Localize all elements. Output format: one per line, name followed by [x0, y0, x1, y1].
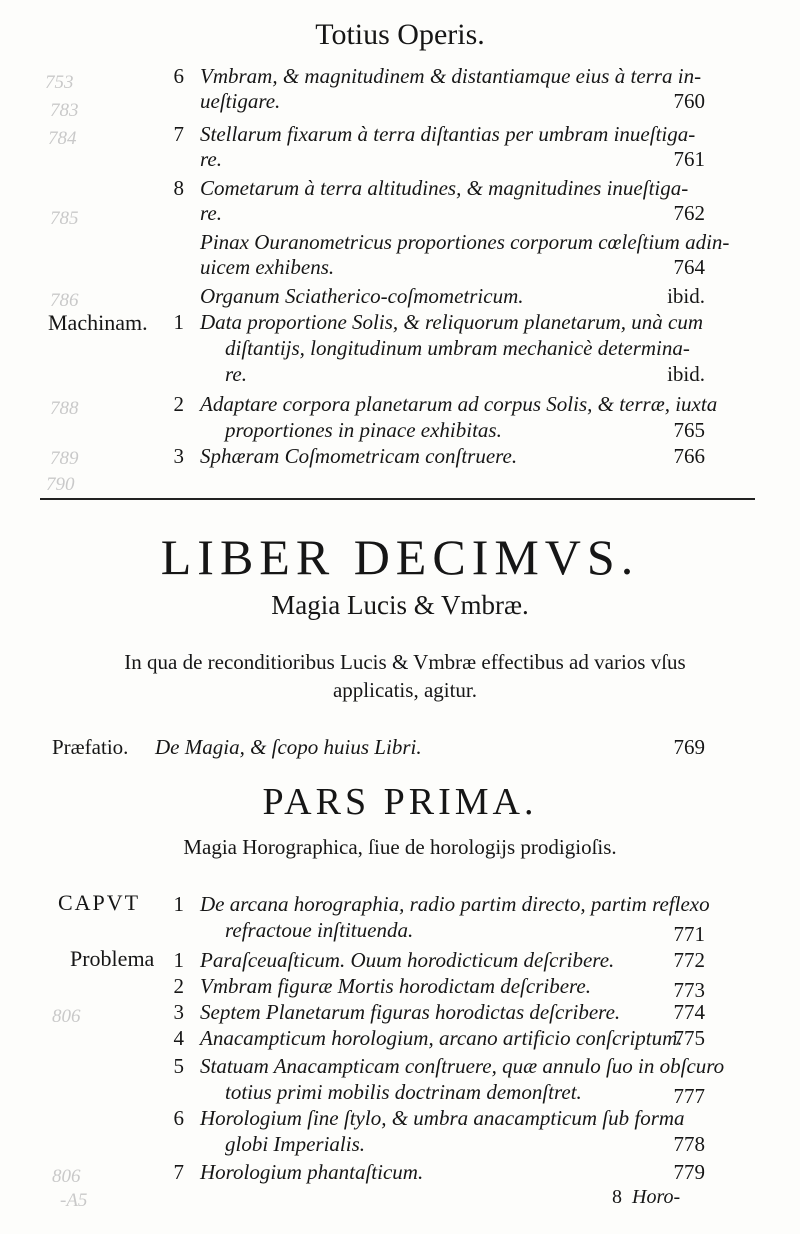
entry-number: 1	[173, 310, 184, 334]
entry-text: refractoue inſtituenda.	[225, 918, 414, 942]
entry-text: Horologium ſine ſtylo, & umbra anacampticum ſub forma	[200, 1106, 685, 1130]
page-number: 764	[673, 255, 705, 279]
page-number: 771	[673, 922, 705, 946]
entry-number: 7	[173, 122, 184, 146]
page-number: 779	[673, 1160, 705, 1184]
bleed-number: 788	[50, 398, 79, 419]
entry-text: Pinax Ouranometricus proportiones corporum cœleſtium adin-	[200, 230, 730, 254]
entry-text: Stellarum fixarum à terra diſtantias per umbram inueſtiga-	[200, 122, 696, 146]
page-number: ibid.	[667, 284, 705, 308]
entry-text: uicem exhibens.	[200, 255, 335, 279]
bleed-number: 784	[48, 128, 77, 149]
entry-number: 4	[173, 1026, 184, 1050]
entry-text: ueſtigare.	[200, 89, 281, 113]
entry-text: Vmbram, & magnitudinem & distantiamque eius à terra in-	[200, 64, 702, 88]
entry-number: 2	[173, 392, 184, 416]
page-number: 766	[673, 444, 705, 468]
entry-text: Data proportione Solis, & reliquorum planetarum, unà cum	[200, 310, 704, 334]
bleed-number: 786	[50, 290, 79, 311]
entry-text: Anacampticum horologium, arcano artificio conſcriptum.	[200, 1026, 683, 1050]
entry-text: globi Imperialis.	[225, 1132, 365, 1156]
bleed-number: 753	[45, 72, 74, 93]
entry-number: 1	[173, 892, 184, 916]
preface-label: Præfatio.	[52, 735, 129, 759]
entry-text: Horologium phantaſticum.	[200, 1160, 424, 1184]
book-subtitle: Magia Lucis & Vmbræ.	[271, 590, 529, 620]
catchword-number: 8	[612, 1186, 622, 1208]
catchword: Horo-	[632, 1186, 681, 1208]
book-title: LIBER DECIMVS.	[160, 529, 640, 585]
bleed-number: 785	[50, 208, 79, 229]
page-number: 769	[673, 735, 705, 759]
page-number: 762	[673, 201, 705, 225]
entry-text: Cometarum à terra altitudines, & magnitudines inueſtiga-	[200, 176, 689, 200]
entry-text: re.	[200, 147, 222, 171]
page-number: 777	[673, 1084, 705, 1108]
page-number: 765	[673, 418, 705, 442]
entry-number: 6	[173, 64, 184, 88]
page-number: 775	[673, 1026, 705, 1050]
entry-text: Statuam Anacampticam conſtruere, quæ annulo ſuo in obſcuro	[200, 1054, 725, 1078]
page-number: 760	[673, 89, 705, 113]
entry-text: De arcana horographia, radio partim directo, partim reflexo	[200, 892, 710, 916]
page-number: ibid.	[667, 362, 705, 386]
bleed-number: 806	[52, 1166, 81, 1187]
bleed-number: 806	[52, 1006, 81, 1027]
page-number: 773	[673, 978, 705, 1002]
entry-number: 3	[173, 444, 184, 468]
side-label-machinam: Machinam.	[48, 310, 148, 335]
entry-number: 3	[173, 1000, 184, 1024]
bleed-number: 783	[50, 100, 79, 121]
entry-text: diſtantijs, longitudinum umbram mechanicè determina-	[225, 336, 690, 360]
entry-number: 6	[173, 1106, 184, 1130]
page-number: 774	[673, 1000, 705, 1024]
page-number: 772	[673, 948, 705, 972]
part-subtitle: Magia Horographica, ſiue de horologijs prodigioſis.	[183, 835, 617, 859]
entry-text: Vmbram figuræ Mortis horodictam deſcribere.	[200, 974, 592, 998]
entry-text: Sphæram Coſmometricam conſtruere.	[200, 444, 518, 468]
chapter-label: CAPVT	[58, 890, 141, 915]
section-divider	[40, 498, 755, 500]
preface-text: De Magia, & ſcopo huius Libri.	[155, 735, 422, 759]
bleed-number: -A5	[60, 1190, 88, 1211]
entry-text: proportiones in pinace exhibitas.	[225, 418, 502, 442]
entry-text: Organum Sciatherico-coſmometricum.	[200, 284, 524, 308]
page-number: 761	[673, 147, 705, 171]
entry-text: Adaptare corpora planetarum ad corpus Solis, & terræ, iuxta	[200, 392, 718, 416]
entry-text: Septem Planetarum figuras horodictas deſcribere.	[200, 1000, 621, 1024]
entry-number: 1	[173, 948, 184, 972]
page-number: 778	[673, 1132, 705, 1156]
entry-number: 7	[173, 1160, 184, 1184]
bleed-number: 790	[46, 474, 75, 495]
entry-text: re.	[200, 201, 222, 225]
entry-text: Paraſceuaſticum. Ouum horodicticum deſcribere.	[200, 948, 615, 972]
entry-number: 5	[173, 1054, 184, 1078]
entry-number: 2	[173, 974, 184, 998]
problem-label: Problema	[70, 946, 155, 971]
book-description: In qua de reconditioribus Lucis & Vmbræ effectibus ad varios vſus applicatis, agitur.	[124, 650, 686, 702]
part-title: PARS PRIMA.	[262, 781, 538, 823]
entry-text: re.	[225, 362, 247, 386]
bleed-number: 789	[50, 448, 79, 469]
entry-text: totius primi mobilis doctrinam demonſtret.	[225, 1080, 582, 1104]
running-header: Totius Operis.	[315, 18, 485, 51]
entry-number: 8	[173, 176, 184, 200]
